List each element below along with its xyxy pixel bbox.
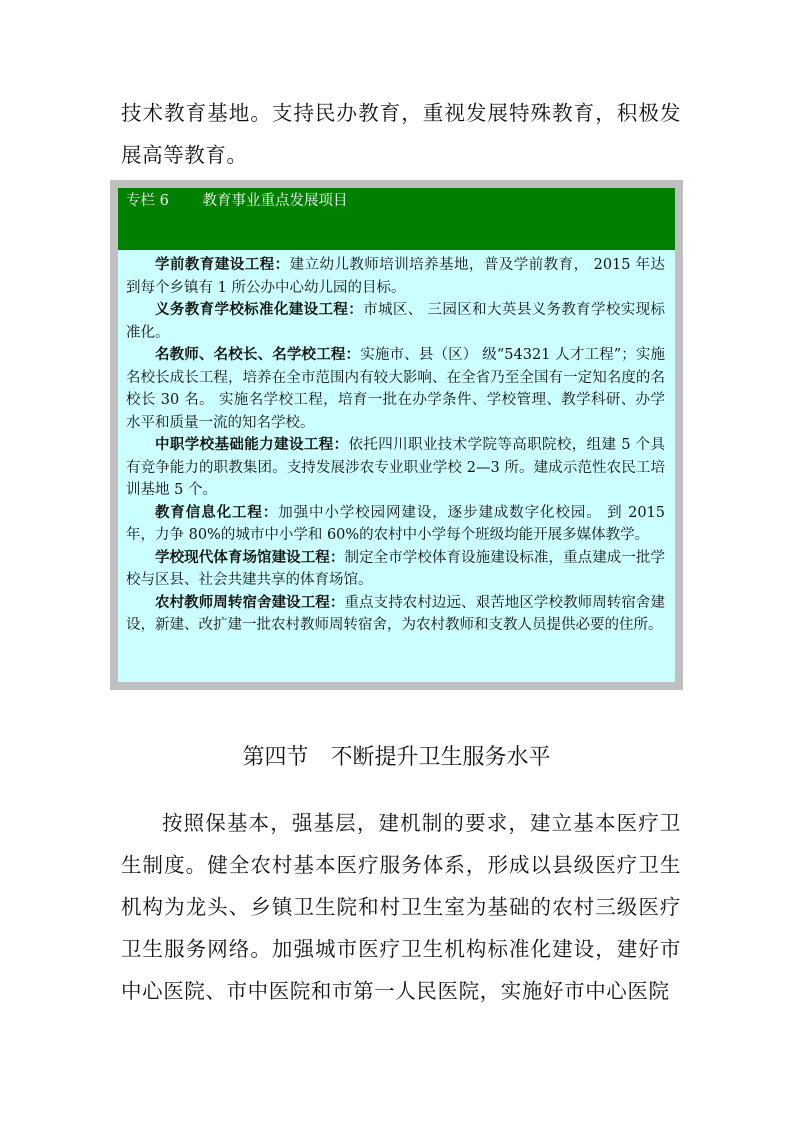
section-number: 第四节	[242, 745, 309, 770]
item-title: 名教师、名校长、名学校工程：	[155, 346, 361, 363]
feature-box-title: 专栏 6 教育事业重点发展项目	[126, 193, 348, 209]
item-text: 制定全市学校体育设施建设标准，重点建成一批学校与区县、社会共建共享的体育场馆。	[126, 549, 666, 588]
item-title: 中职学校基础能力建设工程：	[155, 436, 349, 453]
item-text: 重点支持农村边远、艰苦地区学校教师周转宿舍建设，新建、改扩建一批农村教师周转宿舍，为农村教师和支教人员提供必要的住所。	[126, 594, 666, 633]
intro-paragraph: 技术教育基地。支持民办教育，重视发展特殊教育，积极发展高等教育。	[121, 101, 681, 167]
list-item	[126, 547, 665, 592]
feature-box-header	[118, 188, 675, 250]
item-text: 市城区、 三园区和大英县义务教育学校实现标准化。	[126, 302, 666, 341]
item-text: 实施市、县（区） 级“54321 人才工程”；实施名校长成长工程，培养在全市范围内有较大影响、在全省乃至全国有一定知名度的名校长 30 名。 实施名学校工程，培育一批在办学条件、学校管理、教学科研、办学水平和质量一流的知名学校。	[126, 347, 666, 431]
list-item	[126, 344, 665, 434]
list-item	[126, 502, 665, 547]
item-title: 学前教育建设工程：	[155, 256, 290, 273]
list-item	[126, 254, 665, 299]
item-text: 加强中小学校园网建设，逐步建成数字化校园。 到 2015 年，力争 80%的城市中小学和 60%的农村中小学每个班级均能开展多媒体教学。	[126, 504, 665, 543]
item-title: 教育信息化工程：	[155, 503, 279, 521]
list-item	[126, 299, 665, 344]
item-title: 学校现代体育场馆建设工程：	[155, 548, 345, 566]
body-paragraph	[121, 802, 681, 1012]
item-text: 依托四川职业技术学院等高职院校，组建 5 个具有竞争能力的职教集团。支持发展涉农专业职业学校 2—3 所。建成示范性农民工培训基地 5 个。	[126, 437, 666, 498]
item-title: 农村教师周转宿舍建设工程：	[155, 593, 345, 611]
section-heading	[0, 742, 793, 774]
list-item	[126, 434, 665, 502]
feature-box-inner	[118, 188, 675, 682]
item-text: 建立幼儿教师培训培养基地，普及学前教育， 2015 年达到每个乡镇有 1 所公办中心幼儿园的目标。	[126, 257, 665, 296]
feature-box-body	[118, 250, 675, 637]
body-text: 按照保基本，强基层，建机制的要求，建立基本医疗卫生制度。健全农村基本医疗服务体系，形成以县级医疗卫生机构为龙头、乡镇卫生院和村卫生室为基础的农村三级医疗卫生服务网络。加强城市医疗卫生机构标准化建设，建好市中心医院、市中医院和市第一人民医院，实施好市中心医院	[121, 811, 681, 1003]
item-title: 义务教育学校标准化建设工程：	[155, 301, 364, 318]
section-title: 不断提升卫生服务水平	[330, 745, 551, 770]
list-item	[126, 592, 665, 637]
feature-box	[110, 180, 683, 690]
